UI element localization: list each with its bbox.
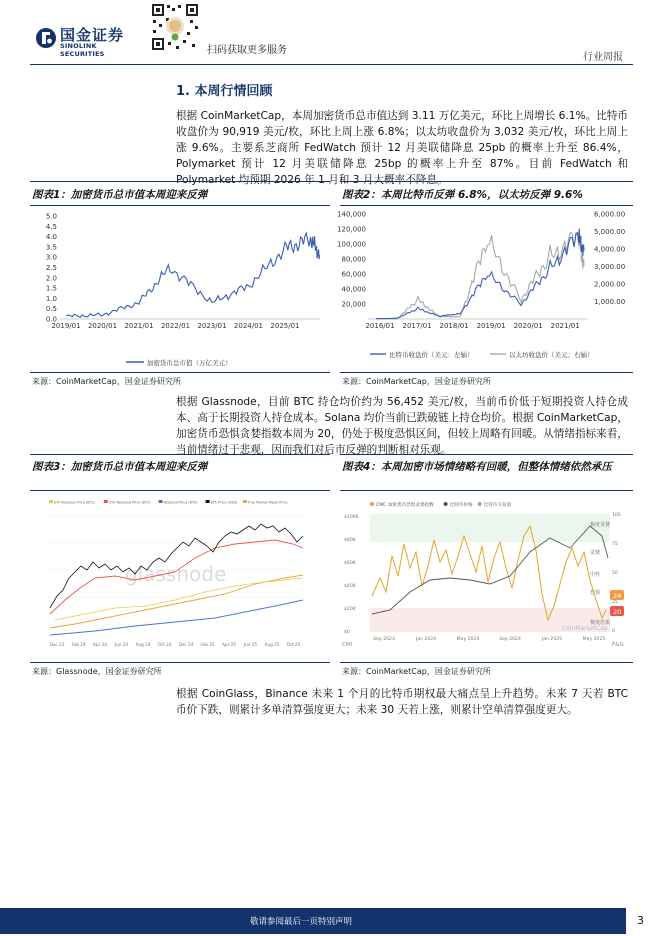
fig4-legend-label: CMC 加密货币恐惧贪婪指数 xyxy=(376,503,434,508)
fig4-x-tick: May 2025 xyxy=(582,637,606,642)
fig1-y-tick: 3.0 xyxy=(45,253,57,262)
fig3-x-tick: Apr 24 xyxy=(93,642,107,647)
fig1-y-tick: 3.5 xyxy=(45,243,57,252)
fig3-x-tick: Apr 25 xyxy=(222,642,236,647)
fig1-y-tick: 5.0 xyxy=(45,212,57,221)
footer-bar xyxy=(0,908,626,934)
fig4-y-right-tick: 50 xyxy=(612,571,618,576)
fig2-x-tick: 2018/01 xyxy=(439,322,469,330)
fig2-legend-eth-label: 以太坊收盘价（美元；右轴） xyxy=(509,351,594,359)
fig1-x-tick: 2022/01 xyxy=(160,322,191,330)
fig4-legend-swatch xyxy=(444,502,448,506)
fig4-y-left-tick: $80K xyxy=(344,538,356,543)
fig1-title-rule xyxy=(30,205,330,206)
fig4-x-tick: Jan 2024 xyxy=(415,637,437,642)
paragraph-market-review: 根据 CoinMarketCap，本周加密货币总市值达到 3.11 万亿美元，环比上周增长 6.1%。比特币收盘价为 90,919 美元/枚，环比上周上涨 6.8%；以太坊收盘价为 3,032 美元/枚，环比上周上涨 9.6%。主要系芝商所 FedWatch 预计 12 月美联储降息 25pb 的概率上升至 86.4%，Polymarket 预计 12 月美联储降息 25bp 的概率上升至 87%。目前 FedWatch 和 Polymarket 均预期 2026 年 1 月和 3 月大概率不降息。 xyxy=(176,110,628,186)
fig3-x-tick: Jun 24 xyxy=(114,642,129,647)
fig2-top-rule xyxy=(340,181,633,182)
fig4-value-label-20: 20 xyxy=(613,608,622,616)
fig1-x-tick: 2021/01 xyxy=(124,322,154,330)
fig1-y-tick: 0.0 xyxy=(45,315,57,324)
fig3-x-tick: Aug 25 xyxy=(264,642,280,647)
fig1-source: 来源：CoinMarketCap，国金证券研究所 xyxy=(32,377,181,386)
fig1-title: 图表1：加密货币总市值本周迎来反弹 xyxy=(32,189,208,201)
fig2-y-left-tick: 20,000 xyxy=(341,300,366,309)
fig4-watermark: CoinMarketCap xyxy=(562,625,608,632)
fig3-legend-swatch xyxy=(243,500,247,503)
fig4-sentiment-zone-label: 恐惧 xyxy=(590,590,601,596)
fig1-x-tick: 2023/01 xyxy=(197,322,227,330)
fig3-top-rule xyxy=(30,454,330,455)
fig1-market-cap-chart xyxy=(30,208,330,368)
fig2-y-left-tick: 100,000 xyxy=(337,240,366,249)
fig3-legend-label: ETF Realized Price (BTC) xyxy=(54,500,96,505)
fig4-y-left-tick: $0 xyxy=(344,630,350,635)
fig3-glassnode-chart xyxy=(35,496,315,654)
fig4-value-label-24: 24 xyxy=(613,592,622,600)
footer-disclaimer[interactable]: 敬请参阅最后一页特别声明 xyxy=(250,917,353,927)
fig4-y-left-tick: $20K xyxy=(344,607,356,612)
section-title: 1. 本周行情回顾 xyxy=(176,84,273,99)
brand-logo xyxy=(30,24,126,58)
header-divider xyxy=(30,64,633,65)
fig1-y-tick: 0.5 xyxy=(45,305,57,314)
fig4-source: 来源：CoinMarketCap，国金证券研究所 xyxy=(342,667,491,676)
fig3-legend-label: Realized Price (BTC) xyxy=(163,500,198,505)
fig3-source: 来源：Glassnode，国金证券研究所 xyxy=(32,667,162,676)
fig1-y-tick: 2.0 xyxy=(45,274,57,283)
fig2-y-right-tick: 6,000.00 xyxy=(594,210,626,219)
fig3-legend-label: True Market Mean Price xyxy=(247,500,288,505)
fig4-legend-label: 比特币价格 xyxy=(449,503,473,508)
fig-row1-bottom-rule xyxy=(30,372,330,373)
fig4-sentiment-zone-label: 极度恐惧 xyxy=(590,620,611,626)
fig3-legend-label: BTC Price (USD) xyxy=(210,500,238,505)
fig4-extreme-greed-zone xyxy=(370,514,610,542)
fig1-market-cap-series xyxy=(66,233,320,317)
fig3-title-rule xyxy=(30,490,330,491)
fig2-x-tick: 2019/01 xyxy=(476,322,506,330)
fig1-y-tick: 4.0 xyxy=(45,233,57,242)
fig2-x-tick: 2016/01 xyxy=(365,322,395,330)
fig4-y-right-tick: 100 xyxy=(612,513,621,518)
fig4-fear-greed-chart xyxy=(340,496,630,654)
fig-row1-bottom-rule-right xyxy=(340,372,633,373)
fig3-legend-swatch xyxy=(206,500,210,503)
fig4-y-right-tick: 75 xyxy=(612,542,618,547)
fig3-watermark: glassnode xyxy=(125,562,227,586)
qr-code-icon xyxy=(150,2,200,52)
fig4-sentiment-zone-label: 极度贪婪 xyxy=(590,522,611,528)
fig3-x-tick: Dec 24 xyxy=(178,642,194,647)
fig1-x-tick: 2025/01 xyxy=(270,322,300,330)
fig3-x-tick: Feb 24 xyxy=(71,642,86,647)
fig4-y-right-tick: 25 xyxy=(612,600,618,605)
fig2-legend-btc-label: 比特币收盘价（美元：左轴） xyxy=(389,351,474,359)
fig1-y-tick: 1.0 xyxy=(45,294,57,303)
brand-name-en: SINOLINK SECURITIES xyxy=(60,42,105,58)
fig4-x-tick: Sep 2023 xyxy=(373,637,395,642)
paragraph-onchain-sentiment: 根据 Glassnode，目前 BTC 持仓均价约为 56,452 美元/枚，当前币价低于短期投资人持仓成本、高于长期投资人持仓成本。Solana 均价当前已跌破链上持仓均价。根据 CoinMarketCap，加密货币恐惧贪婪指数本周为 20，仍处于极度恐惧区间，但较上周略有回暖。从情绪指标来看，当前情绪过于悲观，因而我们对后市反弹的判断相对乐观。 xyxy=(176,396,628,456)
fig4-title: 图表4：本周加密市场情绪略有回暖，但整体情绪依然承压 xyxy=(342,461,612,473)
fig1-x-tick: 2020/01 xyxy=(87,322,118,330)
fig1-y-tick: 1.5 xyxy=(45,284,57,293)
fig1-y-tick: 2.5 xyxy=(45,264,57,272)
paragraph-options-liquidation: 根据 CoinGlass，Binance 未来 1 个月的比特币期权最大痛点呈上升趋势。未来 7 天若 BTC 币价下跌，则累计多单清算强度更大；未来 30 天若上涨，则累计空单清算强度更大。 xyxy=(176,688,628,716)
fig4-footer-cmi: CMI xyxy=(342,642,353,648)
fig4-footer-fg: F&G xyxy=(612,642,624,648)
fig4-y-right-tick: 0 xyxy=(612,629,615,634)
scan-for-services-text: 扫码获取更多服务 xyxy=(207,45,287,56)
fig2-y-right-tick: 2,000.00 xyxy=(594,280,626,289)
fig2-y-left-tick: 140,000 xyxy=(337,210,366,219)
fig4-legend-swatch xyxy=(370,502,374,506)
fig4-top-rule xyxy=(340,454,633,455)
fig2-y-right-tick: 5,000.00 xyxy=(594,228,626,236)
page-number: 3 xyxy=(637,914,644,927)
fig2-y-left-tick: 80,000 xyxy=(341,255,366,264)
fig3-title: 图表3：加密货币总市值本周迎来反弹 xyxy=(32,461,208,473)
report-type-label: 行业周报 xyxy=(583,52,623,63)
fig3-x-tick: Oct 25 xyxy=(286,642,301,647)
sinolink-logo-icon xyxy=(35,27,57,49)
fig4-title-rule xyxy=(340,490,633,491)
fig3-x-tick: Jun 25 xyxy=(243,642,258,647)
fig2-title-rule xyxy=(340,205,633,206)
fig1-y-tick: 4.5 xyxy=(45,222,57,231)
fig4-y-left-tick: $60K xyxy=(344,561,356,566)
fig3-x-tick: Feb 25 xyxy=(200,642,215,647)
fig1-x-tick: 2019/01 xyxy=(51,322,81,330)
fig2-x-tick: 2020/01 xyxy=(513,322,543,330)
fig4-y-left-tick: $40K xyxy=(344,584,356,589)
fig4-x-tick: Sep 2024 xyxy=(499,637,521,642)
fig2-source: 来源：CoinMarketCap，国金证券研究所 xyxy=(342,377,491,386)
fig2-eth-series xyxy=(376,231,584,320)
fig4-legend-label: 比特币交易量 xyxy=(483,503,512,508)
fig-row2-bottom-rule-right xyxy=(340,662,633,663)
fig2-x-tick: 2017/01 xyxy=(402,322,432,330)
fig2-y-right-tick: 4,000.00 xyxy=(594,245,626,254)
fig3-legend-swatch xyxy=(159,500,163,503)
fig1-x-tick: 2024/01 xyxy=(233,322,264,330)
fig2-y-left-tick: 40,000 xyxy=(341,285,366,294)
fig4-sentiment-zone-label: 贪婪 xyxy=(590,550,601,556)
fig4-sentiment-zone-label: 中性 xyxy=(590,572,601,578)
brand-name-cn: 国金证券 xyxy=(60,26,125,44)
fig3-legend-label: STH Realized Price (BTC) xyxy=(108,500,151,505)
fig2-y-left-tick: 60,000 xyxy=(341,270,366,279)
fig4-legend-swatch xyxy=(478,502,482,506)
fig3-x-tick: Oct 24 xyxy=(157,642,172,647)
fig2-title: 图表2：本周比特币反弹 6.8%，以太坊反弹 9.6% xyxy=(342,189,583,201)
fig3-legend-swatch xyxy=(49,500,53,503)
fig1-top-rule xyxy=(30,181,330,182)
fig2-y-right-tick: 3,000.00 xyxy=(594,263,626,271)
fig3-legend-swatch xyxy=(104,500,108,503)
fig2-x-tick: 2021/01 xyxy=(550,322,580,330)
fig-row2-bottom-rule xyxy=(30,662,330,663)
fig4-y-left-tick: $100K xyxy=(344,515,359,520)
fig3-x-tick: Dec 23 xyxy=(49,642,65,647)
fig3-x-tick: Aug 24 xyxy=(135,642,151,647)
qr-code[interactable] xyxy=(150,2,200,52)
fig1-legend-label: 加密货币总市值（万亿美元） xyxy=(147,359,232,367)
fig2-y-right-tick: 1,000.00 xyxy=(594,298,626,306)
fig4-x-tick: Jan 2025 xyxy=(541,637,563,642)
fig2-btc-eth-chart xyxy=(337,208,633,368)
fig2-y-left-tick: 120,000 xyxy=(337,225,366,234)
fig2-btc-series xyxy=(376,229,584,319)
fig4-x-tick: May 2024 xyxy=(456,637,480,642)
